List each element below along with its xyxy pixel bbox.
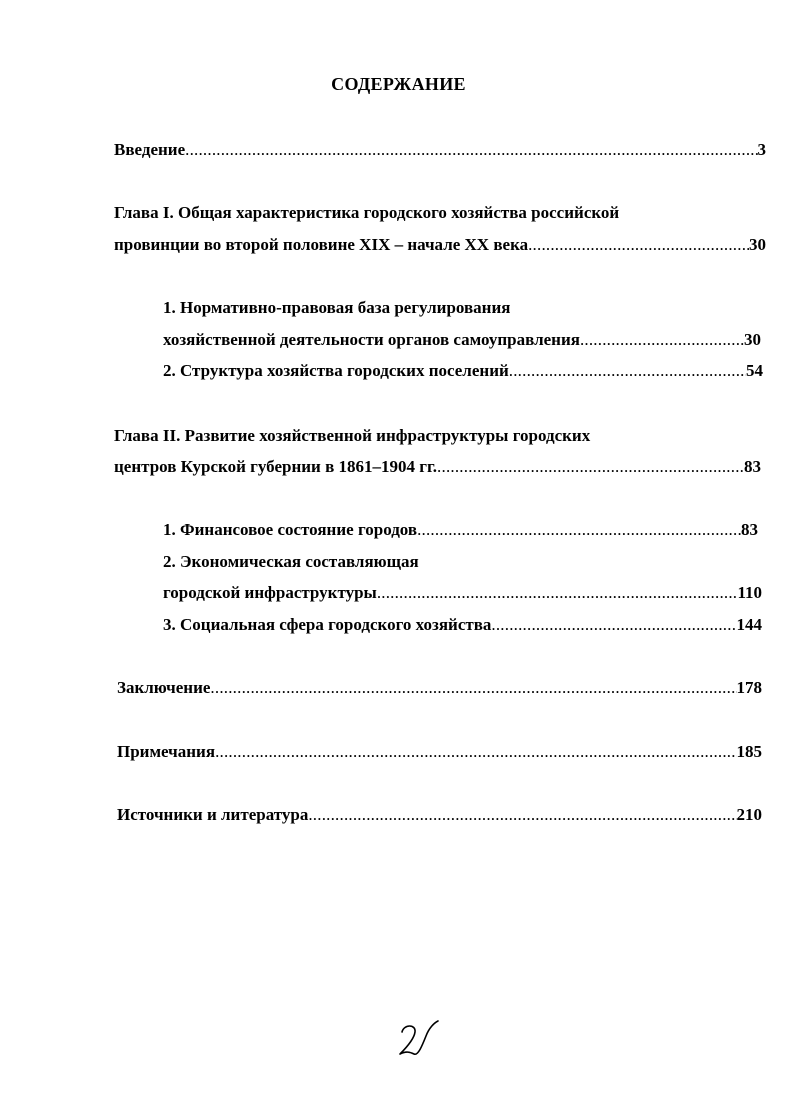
toc-chapter-2-title[interactable]: Глава II. Развитие хозяйственной инфраструктуры городских <box>114 426 591 445</box>
toc-page-number: 3 <box>757 140 766 159</box>
toc-entry-label: Источники и литература <box>117 805 309 824</box>
toc-page-number: 185 <box>736 742 762 761</box>
toc-entry-label: 1. Финансовое состояние городов <box>163 520 418 539</box>
toc-entry-label: центров Курской губернии в 1861–1904 гг. <box>114 457 438 476</box>
toc-entry-label: Заключение <box>117 678 211 697</box>
toc-chapter-1-title[interactable]: Глава I. Общая характеристика городского хозяйства российской <box>114 203 620 222</box>
toc-chapter-2[interactable] <box>114 456 761 478</box>
toc-section-2-2-title[interactable]: 2. Экономическая составляющая <box>163 552 419 571</box>
toc-section-1-1-title[interactable]: 1. Нормативно-правовая база регулирования <box>163 298 511 317</box>
toc-page-number: 30 <box>744 330 761 349</box>
handwritten-page-mark-icon <box>396 1018 442 1060</box>
toc-entry-conclusion[interactable] <box>117 677 762 699</box>
toc-page-number: 178 <box>736 678 762 697</box>
toc-section-2-3[interactable] <box>163 614 762 636</box>
dot-leader <box>377 582 738 604</box>
toc-page-number: 144 <box>736 615 762 634</box>
toc-page-number: 83 <box>744 457 761 476</box>
toc-page-number: 54 <box>746 361 763 380</box>
toc-entry-label: 2. Структура хозяйства городских поселений <box>163 361 509 380</box>
toc-section-1-2[interactable] <box>163 360 763 382</box>
toc-entry-label: городской инфраструктуры <box>163 583 377 602</box>
dot-leader <box>215 741 736 763</box>
dot-leader <box>210 677 736 699</box>
dot-leader <box>509 360 746 382</box>
toc-section-2-1[interactable] <box>163 519 758 541</box>
page-title: СОДЕРЖАНИЕ <box>331 74 466 94</box>
dot-leader <box>437 456 744 478</box>
toc-page-number: 110 <box>737 583 762 602</box>
toc-page-number: 83 <box>741 520 758 539</box>
dot-leader <box>417 519 741 541</box>
toc-entry-label: хозяйственной деятельности органов самоуправления <box>163 330 580 349</box>
toc-entry-label: Введение <box>114 140 186 159</box>
toc-entry-intro[interactable] <box>114 139 766 161</box>
toc-chapter-1[interactable] <box>114 234 766 256</box>
toc-section-1-1[interactable] <box>163 329 761 351</box>
toc-section-2-2[interactable] <box>163 582 762 604</box>
toc-page-number: 210 <box>736 805 762 824</box>
dot-leader <box>580 329 744 351</box>
toc-entry-notes[interactable] <box>117 741 762 763</box>
dot-leader <box>491 614 736 636</box>
toc-page-number: 30 <box>749 235 766 254</box>
toc-entry-label: Примечания <box>117 742 216 761</box>
toc-entry-sources[interactable] <box>117 804 762 826</box>
dot-leader <box>308 804 736 826</box>
toc-entry-label: 3. Социальная сфера городского хозяйства <box>163 615 492 634</box>
toc-entry-label: провинции во второй половине XIX – начале XX века <box>114 235 529 254</box>
dot-leader <box>185 139 757 161</box>
dot-leader <box>528 234 749 256</box>
